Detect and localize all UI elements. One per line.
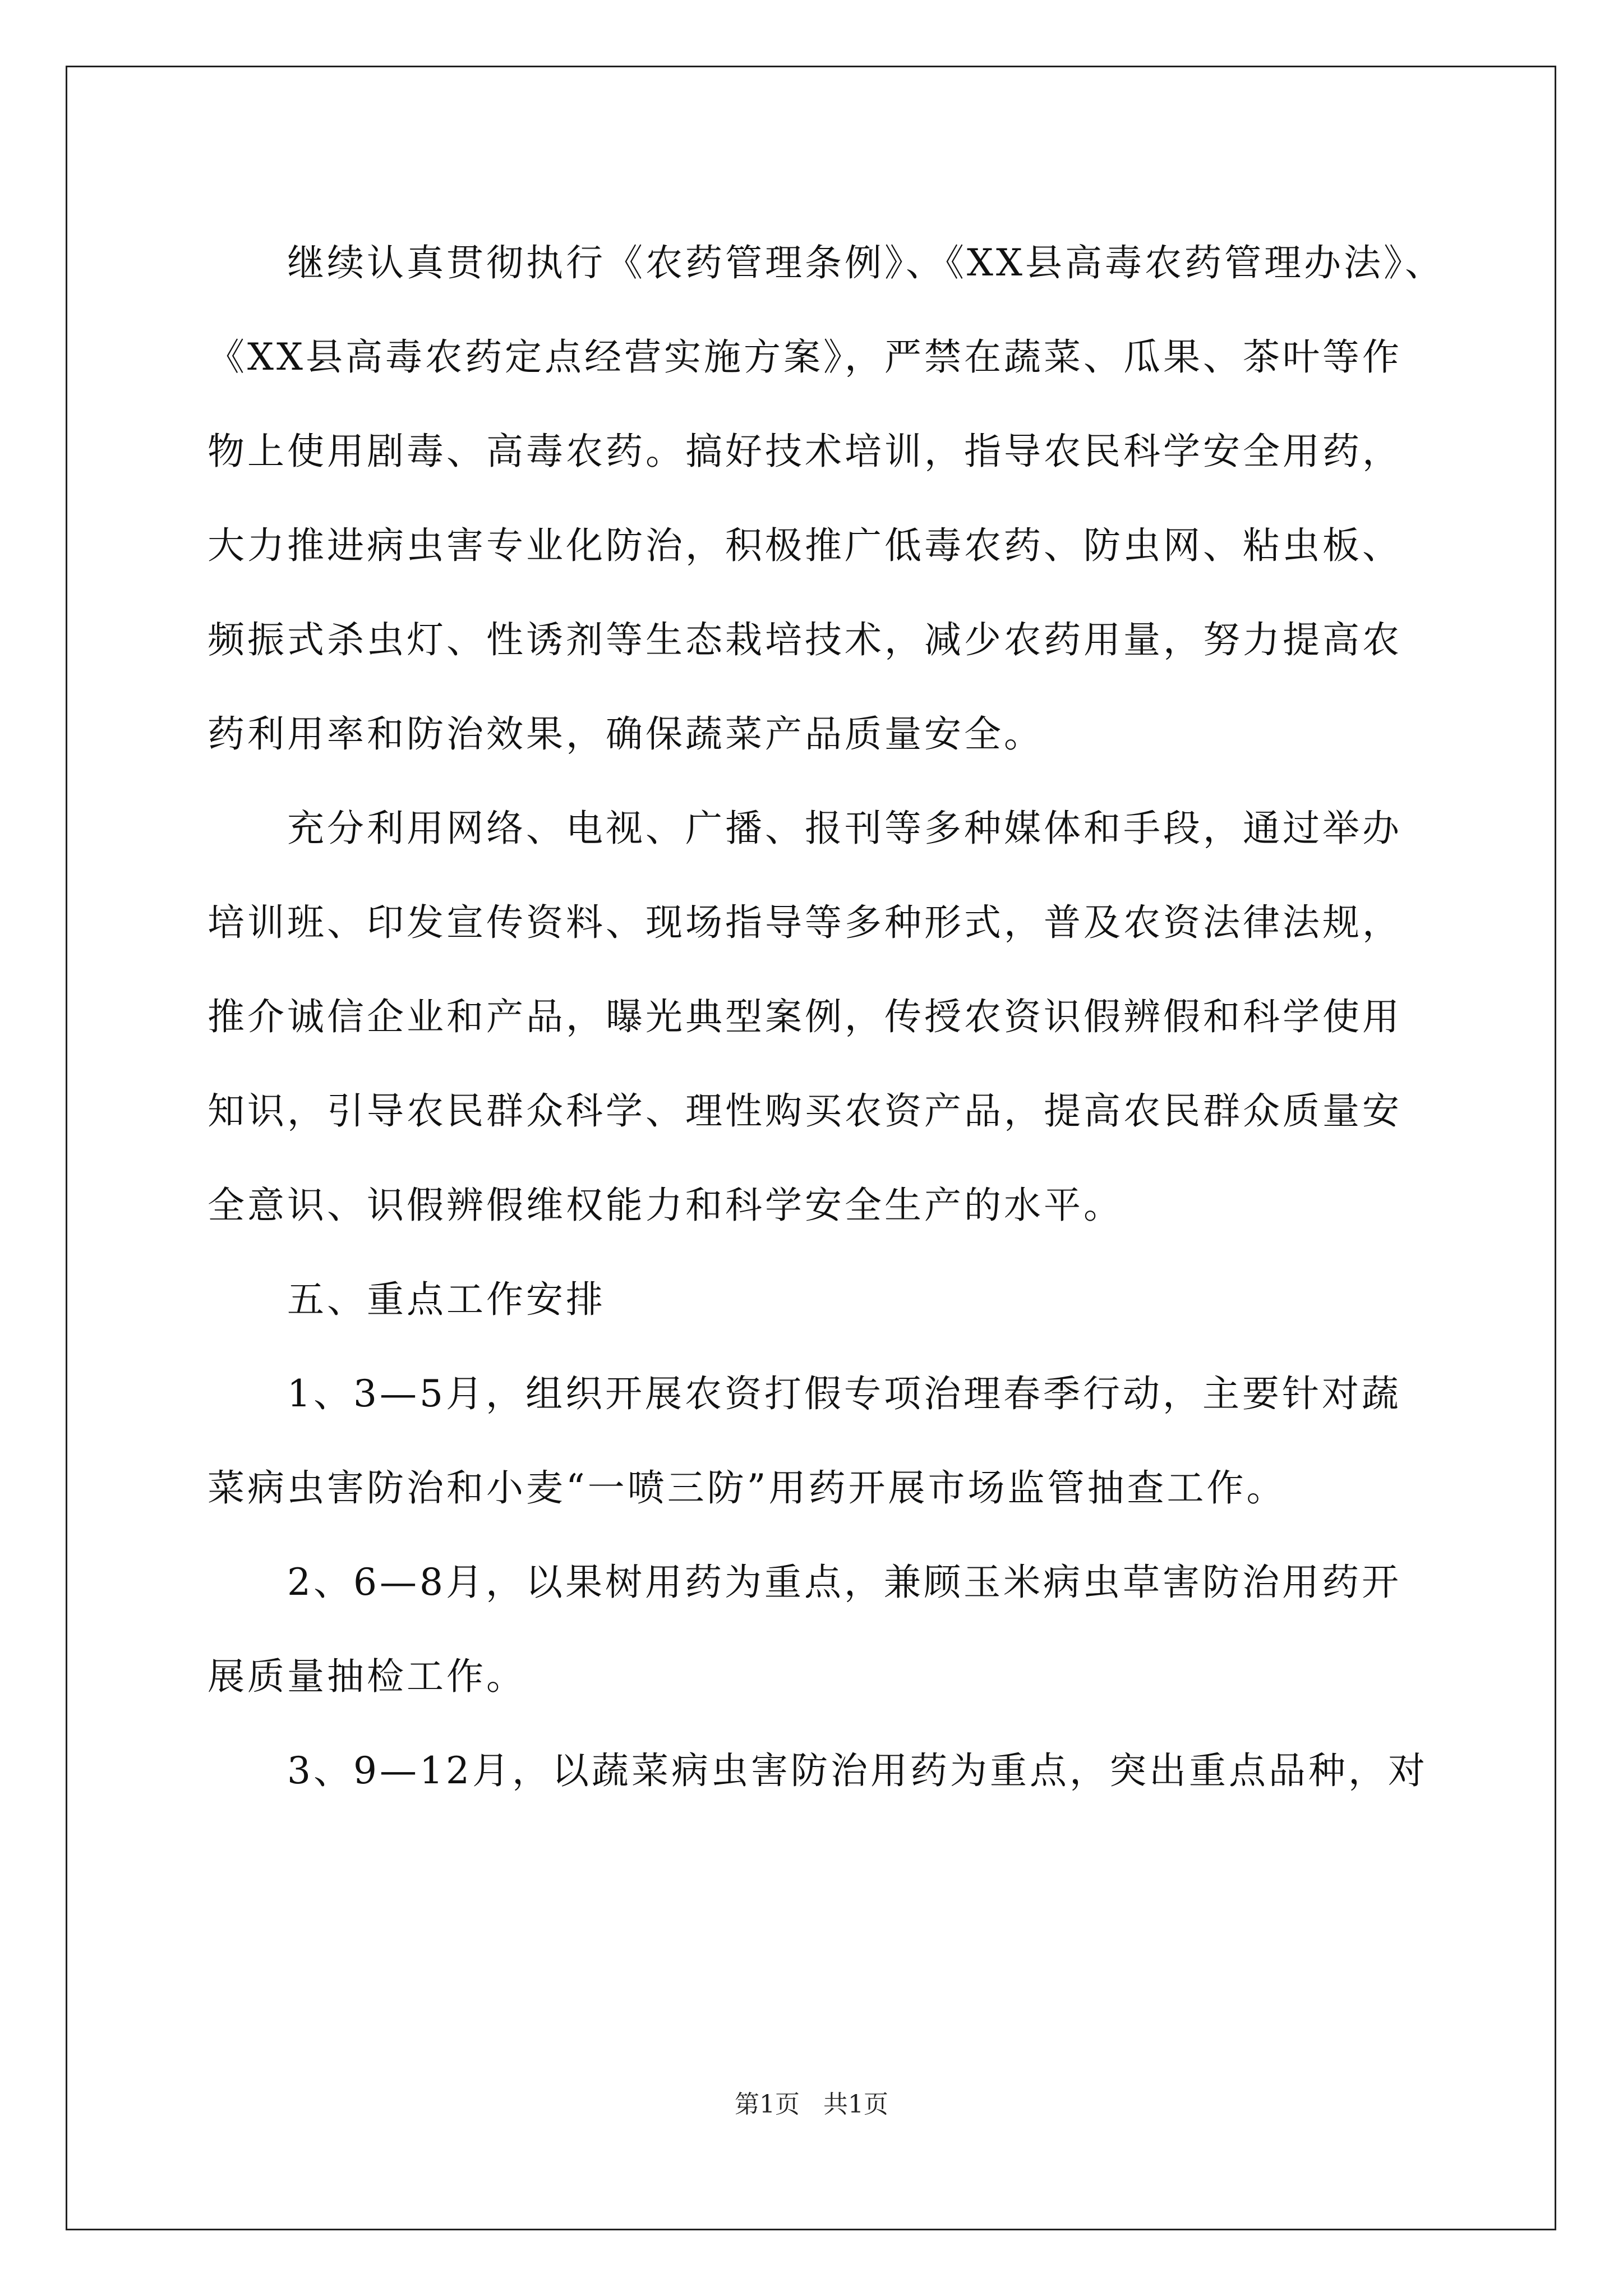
page-total: 共1页 [823,2090,888,2119]
text-line: 物上使用剧毒、高毒农药。搞好技术培训，指导农民科学安全用药， [208,430,1402,473]
text-line: 3、9—12月，以蔬菜病虫害防治用药为重点，突出重点品种，对 [287,1749,1428,1792]
document-body [208,216,1445,1818]
text-line: 培训班、印发宣传资料、现场指导等多种形式，普及农资法律法规， [208,901,1402,944]
text-line: 1、3—5月，组织开展农资打假专项治理春季行动，主要针对蔬 [287,1372,1401,1415]
text-line: 继续认真贯彻执行《农药管理条例》、《XX县高毒农药管理办法》、 [287,241,1445,284]
text-line: 推介诚信企业和产品，曝光典型案例，传授农资识假辨假和科学使用 [208,995,1402,1038]
section-heading: 五、重点工作安排 [287,1278,606,1321]
page-number: 第1页 [735,2090,800,2119]
text-line: 展质量抽检工作。 [208,1655,526,1698]
text-line: 菜病虫害防治和小麦“一喷三防”用药开展市场监管抽查工作。 [208,1466,1287,1510]
text-line: 知识，引导农民群众科学、理性购买农资产品，提高农民群众质量安 [208,1089,1402,1133]
text-line: 频振式杀虫灯、性诱剂等生态栽培技术，减少农药用量，努力提高农 [208,618,1402,661]
text-line: 2、6—8月，以果树用药为重点，兼顾玉米病虫草害防治用药开 [287,1561,1401,1604]
text-line: 《XX县高毒农药定点经营实施方案》，严禁在蔬菜、瓜果、茶叶等作 [208,335,1402,379]
page-footer [0,2088,1623,2122]
text-line: 药利用率和防治效果，确保蔬菜产品质量安全。 [208,712,1044,756]
text-line: 充分利用网络、电视、广播、报刊等多种媒体和手段，通过举办 [287,807,1402,850]
text-line: 大力推进病虫害专业化防治，积极推广低毒农药、防虫网、粘虫板、 [208,524,1402,567]
text-line: 全意识、识假辨假维权能力和科学安全生产的水平。 [208,1184,1123,1227]
